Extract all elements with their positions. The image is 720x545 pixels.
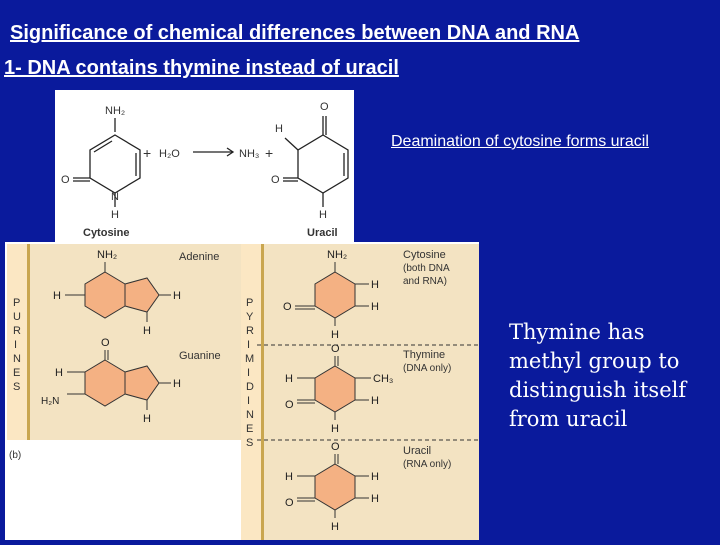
cytosine-o-label: O: [61, 174, 70, 186]
uracil-o-label: O: [271, 174, 280, 186]
ammonia-label: NH₃: [239, 148, 260, 160]
svg-text:H: H: [55, 367, 63, 379]
svg-text:NH₂: NH₂: [327, 249, 348, 261]
svg-text:N: N: [246, 409, 254, 421]
uracil-h-label: H: [275, 123, 283, 135]
svg-text:H: H: [285, 471, 293, 483]
water-label: H₂O: [159, 148, 180, 160]
deamination-figure: [55, 90, 354, 242]
svg-text:H: H: [371, 301, 379, 313]
slide-subtitle: 1- DNA contains thymine instead of uracil: [4, 57, 399, 79]
svg-text:H: H: [173, 378, 181, 390]
svg-text:R: R: [13, 325, 21, 337]
svg-text:H: H: [331, 329, 339, 341]
svg-text:O: O: [285, 399, 294, 411]
uracil-base-label: Uracil: [403, 445, 432, 457]
svg-text:P: P: [13, 297, 21, 309]
svg-text:H: H: [371, 493, 379, 505]
cytosine-base-note2: and RNA): [403, 276, 447, 287]
plus-sign-1: +: [143, 145, 152, 161]
svg-text:H: H: [143, 413, 151, 425]
thymine-note: (DNA only): [403, 363, 452, 374]
svg-text:S: S: [246, 437, 254, 449]
svg-text:H: H: [53, 290, 61, 302]
svg-text:O: O: [331, 441, 340, 453]
svg-text:O: O: [285, 497, 294, 509]
thymine-note-text: Thymine has methyl group to distinguish itself from uracil: [509, 320, 687, 431]
svg-text:E: E: [13, 367, 21, 379]
svg-text:H: H: [371, 279, 379, 291]
thymine-label: Thymine: [403, 349, 446, 361]
cytosine-h-label: H: [111, 209, 119, 221]
svg-text:M: M: [245, 353, 255, 365]
svg-text:H: H: [173, 290, 181, 302]
svg-text:H: H: [143, 325, 151, 337]
cytosine-label: Cytosine: [83, 227, 130, 239]
svg-text:S: S: [13, 381, 21, 393]
svg-text:I: I: [14, 339, 18, 351]
svg-text:E: E: [246, 423, 254, 435]
svg-text:H: H: [331, 423, 339, 435]
svg-text:I: I: [247, 367, 251, 379]
cytosine-base-note1: (both DNA: [403, 263, 450, 274]
svg-text:N: N: [13, 353, 21, 365]
cytosine-base-label: Cytosine: [403, 249, 446, 261]
svg-text:O: O: [331, 343, 340, 355]
svg-text:H: H: [331, 521, 339, 533]
svg-text:CH₃: CH₃: [373, 373, 394, 385]
adenine-label: Adenine: [179, 251, 220, 263]
guanine-label: Guanine: [179, 350, 221, 362]
cytosine-nh2-label: NH₂: [105, 105, 126, 117]
svg-text:P: P: [246, 297, 254, 309]
svg-text:U: U: [13, 311, 21, 323]
svg-text:O: O: [283, 301, 292, 313]
svg-text:I: I: [247, 339, 251, 351]
svg-text:NH₂: NH₂: [97, 249, 118, 261]
panel-b-label: (b): [9, 450, 22, 461]
svg-text:H: H: [371, 395, 379, 407]
svg-text:H: H: [285, 373, 293, 385]
uracil-note: (RNA only): [403, 459, 452, 470]
deamination-caption: Deamination of cytosine forms uracil: [391, 133, 649, 150]
uracil-h-bottom-label: H: [319, 209, 327, 221]
uracil-o-top-label: O: [320, 101, 329, 113]
svg-text:I: I: [247, 395, 251, 407]
slide-title: Significance of chemical differences between DNA and RNA: [10, 22, 580, 44]
svg-text:H₂N: H₂N: [41, 396, 60, 407]
deamination-diagram: [55, 90, 354, 242]
svg-text:H: H: [371, 471, 379, 483]
nucleobases-figure: [5, 242, 479, 540]
plus-sign-2: +: [265, 145, 274, 161]
uracil-label: Uracil: [307, 227, 338, 239]
svg-text:R: R: [246, 325, 254, 337]
svg-text:Y: Y: [246, 311, 254, 323]
cytosine-n-label: N: [111, 191, 119, 203]
nucleobases-diagram: [5, 242, 479, 540]
svg-text:D: D: [246, 381, 254, 393]
svg-text:O: O: [101, 337, 110, 349]
